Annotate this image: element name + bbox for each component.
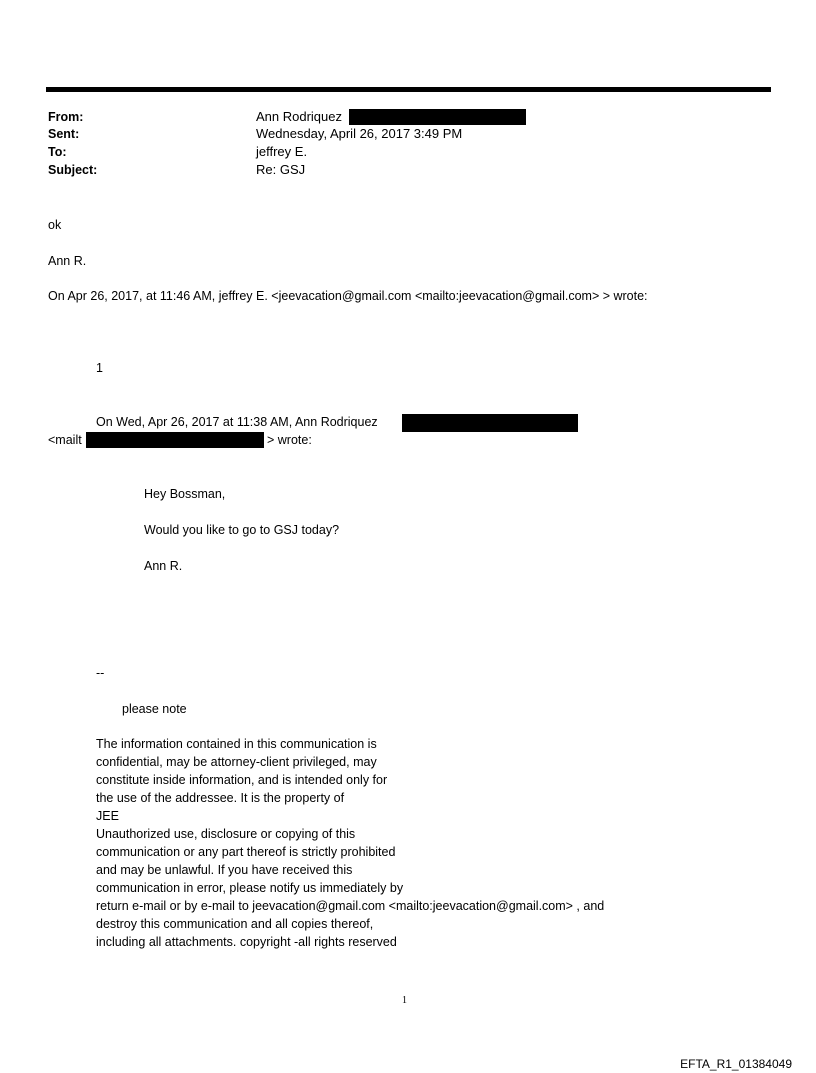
reply-text: ok — [48, 218, 62, 232]
redaction-bar — [349, 109, 526, 125]
quote2-attribution: On Wed, Apr 26, 2017 at 11:38 AM, Ann Rodriquez — [96, 415, 378, 429]
sent-value: Wednesday, April 26, 2017 3:49 PM — [256, 126, 463, 141]
page-number: 1 — [402, 995, 407, 1006]
subject-label: Subject: — [48, 163, 98, 177]
disclaimer-line: return e-mail or by e-mail to jeevacation@gmail.com <mailto:jeevacation@gmail.com> , and — [96, 899, 605, 913]
quote2-wrote: > wrote: — [267, 433, 312, 447]
disclaimer-line: Unauthorized use, disclosure or copying of this — [96, 827, 356, 841]
disclaimer-line: communication in error, please notify us immediately by — [96, 881, 404, 895]
quote2-greeting: Hey Bossman, — [144, 487, 226, 501]
disclaimer-line: and may be unlawful. If you have received this — [96, 863, 353, 877]
to-value: jeffrey E. — [256, 144, 308, 159]
disclaimer-line: JEE — [96, 809, 119, 823]
disclaimer-line: communication or any part thereof is strictly prohibited — [96, 845, 396, 859]
reply-signature: Ann R. — [48, 254, 87, 268]
redaction-bar — [86, 432, 264, 448]
redaction-bar — [402, 414, 578, 432]
disclaimer-line: destroy this communication and all copies thereof, — [96, 917, 374, 931]
header-rule — [46, 87, 771, 92]
quote2-signature: Ann R. — [144, 559, 183, 573]
disclaimer-line: The information contained in this communication is — [96, 737, 377, 751]
signature-separator: -- — [96, 666, 105, 680]
disclaimer-line: confidential, may be attorney-client privileged, may — [96, 755, 377, 769]
note-heading: please note — [122, 702, 187, 716]
quote1-attribution: On Apr 26, 2017, at 11:46 AM, jeffrey E. <jeevacation@gmail.com <mailto:jeevacation@gmail.com> > wrote: — [48, 289, 648, 303]
quote2-mailto-prefix: <mailt — [48, 433, 82, 447]
from-value: Ann Rodriquez — [256, 109, 342, 124]
sent-label: Sent: — [48, 127, 80, 141]
from-label: From: — [48, 110, 84, 124]
quote1-body: 1 — [96, 361, 103, 375]
disclaimer-line: constitute inside information, and is intended only for — [96, 773, 388, 787]
to-label: To: — [48, 145, 67, 159]
bates-stamp: EFTA_R1_01384049 — [680, 1057, 792, 1071]
disclaimer-line: the use of the addressee. It is the property of — [96, 791, 345, 805]
subject-value: Re: GSJ — [256, 162, 306, 177]
quote2-question: Would you like to go to GSJ today? — [144, 523, 340, 537]
disclaimer — [96, 735, 604, 951]
disclaimer-line: including all attachments. copyright -all rights reserved — [96, 935, 397, 949]
